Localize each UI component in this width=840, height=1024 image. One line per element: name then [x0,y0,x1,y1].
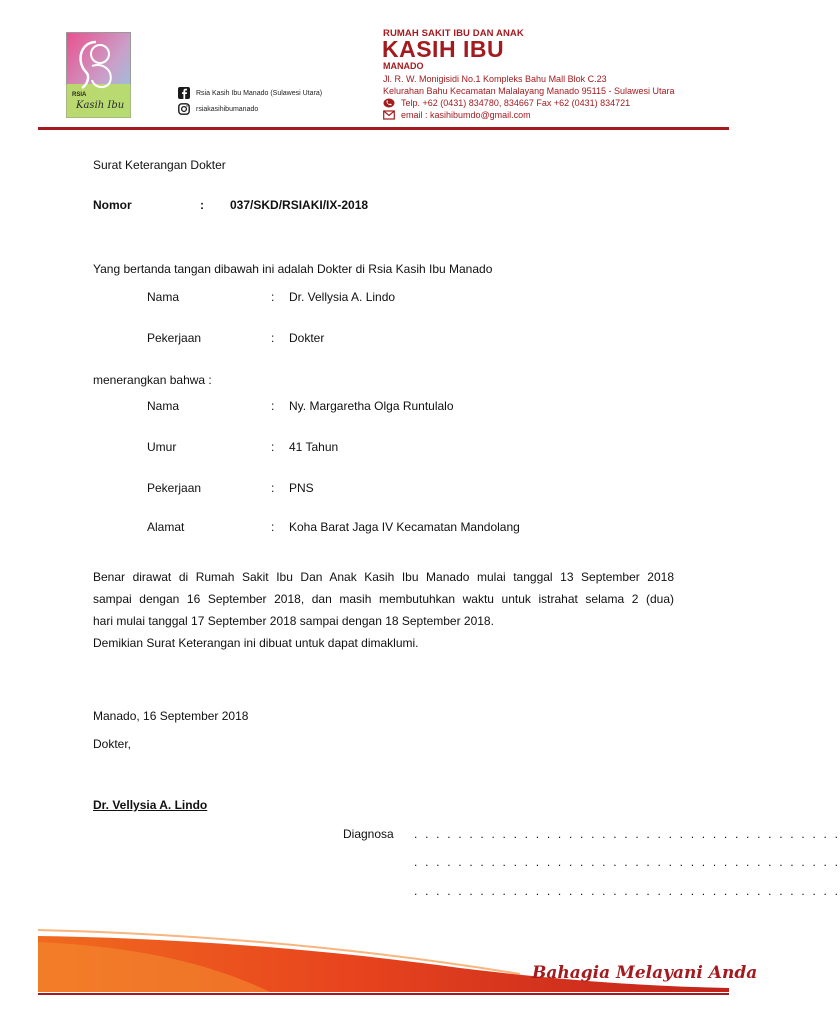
statement-line1: Benar dirawat di Rumah Sakit Ibu Dan Anak Kasih Ibu Manado mulai tanggal 13 September 2018 [93,570,674,584]
patient-age-value: 41 Tahun [289,440,339,454]
patient-job-label: Pekerjaan [147,481,202,495]
place-date: Manado, 16 September 2018 [93,709,249,723]
phone-icon [383,98,395,108]
statement-line3: hari mulai tanggal 17 September 2018 sampai dengan 18 September 2018. [93,614,494,628]
doctor-name-value: Dr. Vellysia A. Lindo [289,290,396,304]
email-contact [383,110,531,120]
facebook-contact [178,87,322,99]
patient-name-value: Ny. Margaretha Olga Runtulalo [289,399,454,413]
instagram-text: rsiakasihibumanado [196,105,259,113]
hospital-logo [66,32,131,118]
states-text: menerangkan bahwa : [93,373,212,387]
number-value: 037/SKD/RSIAKI/IX-2018 [230,198,369,212]
number-label: Nomor [93,198,132,212]
doctor-job-value: Dokter [289,331,325,345]
signer-title: Dokter, [93,737,132,751]
header-divider [38,127,729,130]
instagram-icon [178,103,190,115]
diagnosa-line: . . . . . . . . . . . . . . . . . . . . . . . . . . . . . . . . . . . . . . . [414,855,840,869]
signer-name: Dr. Vellysia A. Lindo [93,798,208,812]
colon: : [271,331,275,345]
address-line1: Jl. R. W. Monigisidi No.1 Kompleks Bahu Mall Blok C.23 [383,74,607,84]
colon: : [271,399,275,413]
logo-line1: RSIA [72,92,87,98]
email-icon [383,110,395,120]
patient-age-label: Umur [147,440,177,454]
intro-text: Yang bertanda tangan dibawah ini adalah Dokter di Rsia Kasih Ibu Manado [93,262,493,276]
hospital-name: KASIH IBU [382,36,505,62]
diagnosa-line: . . . . . . . . . . . . . . . . . . . . . . . . . . . . . . . . . . . . . . . [414,884,840,898]
diagnosa-label: Diagnosa [343,827,394,841]
diagnosa-line: . . . . . . . . . . . . . . . . . . . . . . . . . . . . . . . . . . . . . . . [414,827,840,841]
footer-tagline: Bahagia Melayani Anda [532,963,758,983]
colon: : [271,440,275,454]
patient-address-value: Koha Barat Jaga IV Kecamatan Mandolang [289,520,520,534]
patient-name-label: Nama [147,399,180,413]
colon: : [271,520,275,534]
statement-paragraph [93,566,674,654]
hospital-type: RUMAH SAKIT IBU DAN ANAK [383,28,524,39]
doctor-job-label: Pekerjaan [147,331,202,345]
facebook-text: Rsia Kasih Ibu Manado (Sulawesi Utara) [196,89,323,97]
phone-contact [383,98,630,108]
facebook-icon [178,87,190,99]
patient-address-label: Alamat [147,520,185,534]
patient-job-value: PNS [289,481,314,495]
address-line2: Kelurahan Bahu Kecamatan Malalayang Manado 95115 - Sulawesi Utara [383,86,675,96]
logo-line2: Kasih Ibu [76,100,125,111]
doctor-name-label: Nama [147,290,180,304]
colon: : [271,290,275,304]
instagram-contact [178,103,258,115]
letter-title: Surat Keterangan Dokter [93,158,226,172]
number-colon: : [200,198,204,212]
hospital-city: MANADO [383,61,424,71]
phone-text: Telp. +62 (0431) 834780, 834667 Fax +62 (0431) 834721 [401,98,631,108]
colon: : [271,481,275,495]
statement-line2: sampai dengan 16 September 2018, dan masih membutuhkan waktu untuk istrahat selama 2 (dua) [93,592,674,606]
closing-line: Demikian Surat Keterangan ini dibuat untuk dapat dimaklumi. [93,636,419,650]
email-text: email : kasihibumdo@gmail.com [401,110,531,120]
footer-divider [38,993,729,995]
